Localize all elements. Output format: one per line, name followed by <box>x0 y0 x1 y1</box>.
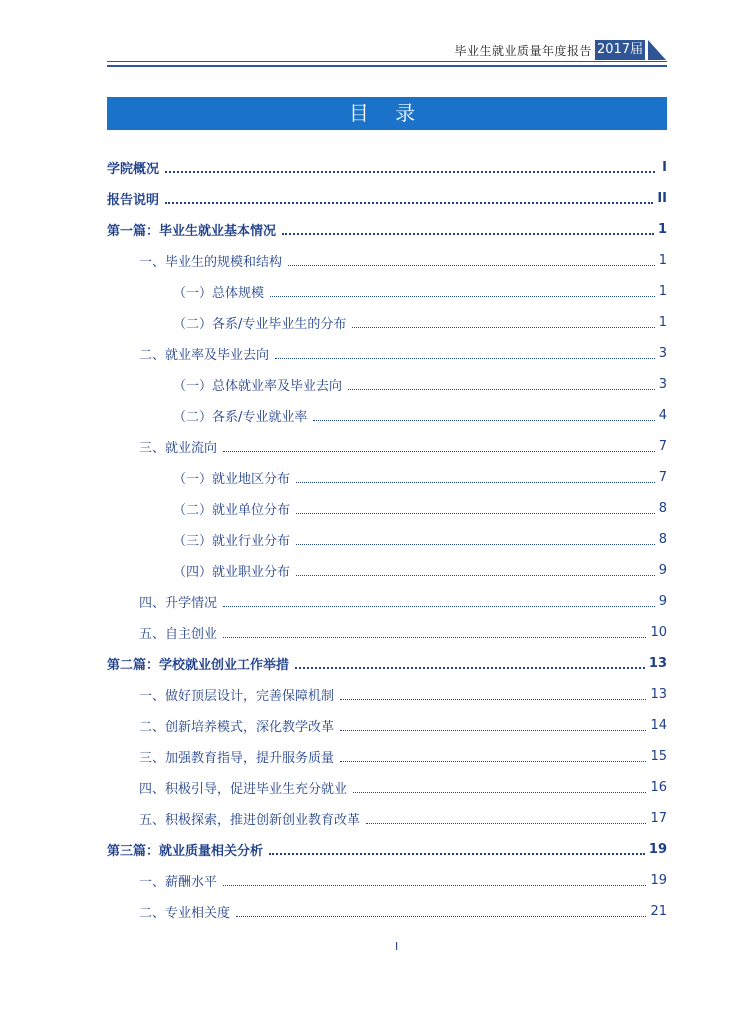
toc-entry-label: 五、积极探索，推进创新创业教育改革 <box>139 813 361 828</box>
toc-entry-label: （一）就业地区分布 <box>173 472 291 487</box>
toc-entry-label: （二）各系/专业就业率 <box>173 410 308 425</box>
toc-entry-page: 9 <box>658 563 667 578</box>
toc-dot-leader <box>223 605 655 607</box>
toc-entry-page: 9 <box>658 594 667 609</box>
toc-entry[interactable] <box>107 865 667 896</box>
toc-title-banner: 目 录 <box>107 97 667 130</box>
toc-entry[interactable] <box>107 369 667 400</box>
toc-entry[interactable] <box>107 741 667 772</box>
toc-entry[interactable] <box>107 648 667 679</box>
toc-entry-label: 报告说明 <box>107 193 160 208</box>
toc-dot-leader <box>288 264 655 266</box>
toc-dot-leader <box>348 388 655 390</box>
toc-entry-page: 13 <box>648 656 667 671</box>
toc-entry-page: 21 <box>650 904 667 919</box>
toc-entry-page: 7 <box>658 470 667 485</box>
toc-entry-page: 16 <box>650 780 667 795</box>
toc-entry[interactable] <box>107 245 667 276</box>
toc-entry[interactable] <box>107 834 667 865</box>
toc-entry[interactable] <box>107 276 667 307</box>
toc-entry-page: 19 <box>648 842 667 857</box>
toc-entry-label: （一）总体规模 <box>173 286 265 301</box>
toc-entry-label: 一、毕业生的规模和结构 <box>139 255 283 270</box>
toc-entry[interactable] <box>107 431 667 462</box>
toc-entry-label: 二、专业相关度 <box>139 906 231 921</box>
table-of-contents <box>107 152 667 927</box>
header-triangle-decoration <box>648 40 666 60</box>
toc-entry-label: 一、做好顶层设计，完善保障机制 <box>139 689 335 704</box>
toc-entry-label: 第三篇：就业质量相关分析 <box>107 844 264 859</box>
toc-entry-label: （一）总体就业率及毕业去向 <box>173 379 343 394</box>
toc-entry[interactable] <box>107 400 667 431</box>
toc-entry-page: 1 <box>658 315 667 330</box>
toc-dot-leader <box>165 201 653 204</box>
toc-dot-leader <box>236 915 646 917</box>
toc-dot-leader <box>296 512 655 514</box>
toc-entry-page: 15 <box>650 749 667 764</box>
toc-dot-leader <box>340 698 646 700</box>
toc-entry-page: 7 <box>658 439 667 454</box>
toc-entry-label: 第二篇：学校就业创业工作举措 <box>107 658 290 673</box>
year-badge: 2017届 <box>595 40 645 60</box>
toc-entry[interactable] <box>107 586 667 617</box>
toc-dot-leader <box>296 543 655 545</box>
toc-entry[interactable] <box>107 183 667 214</box>
toc-entry-label: 学院概况 <box>107 162 160 177</box>
toc-dot-leader <box>275 357 655 359</box>
toc-dot-leader <box>366 822 646 824</box>
toc-entry-label: （三）就业行业分布 <box>173 534 291 549</box>
toc-entry-label: 五、自主创业 <box>139 627 218 642</box>
toc-entry[interactable] <box>107 679 667 710</box>
header-title: 毕业生就业质量年度报告 <box>454 44 592 58</box>
toc-dot-leader <box>223 450 655 452</box>
toc-entry-label: 四、积极引导，促进毕业生充分就业 <box>139 782 348 797</box>
toc-entry[interactable] <box>107 524 667 555</box>
toc-entry-page: 1 <box>658 284 667 299</box>
toc-entry-label: 二、就业率及毕业去向 <box>139 348 270 363</box>
toc-entry-page: 8 <box>658 532 667 547</box>
toc-entry[interactable] <box>107 772 667 803</box>
toc-dot-leader <box>223 884 646 886</box>
toc-entry-page: 4 <box>658 408 667 423</box>
toc-entry-page: II <box>657 191 667 206</box>
toc-entry[interactable] <box>107 493 667 524</box>
toc-dot-leader <box>313 419 654 421</box>
header-rule-thin <box>107 61 667 62</box>
toc-entry-page: 1 <box>657 222 667 237</box>
toc-dot-leader <box>295 666 645 669</box>
toc-entry-page: 3 <box>658 346 667 361</box>
toc-dot-leader <box>340 760 646 762</box>
toc-entry[interactable] <box>107 462 667 493</box>
toc-entry-page: 19 <box>650 873 667 888</box>
page-header <box>0 38 755 70</box>
toc-entry-label: 三、加强教育指导，提升服务质量 <box>139 751 335 766</box>
toc-dot-leader <box>352 326 654 328</box>
toc-entry-label: 二、创新培养模式，深化教学改革 <box>139 720 335 735</box>
toc-entry-page: 13 <box>650 687 667 702</box>
toc-entry[interactable] <box>107 152 667 183</box>
toc-dot-leader <box>165 170 655 173</box>
toc-entry-label: 第一篇：毕业生就业基本情况 <box>107 224 277 239</box>
toc-dot-leader <box>269 852 645 855</box>
toc-entry-label: （二）就业单位分布 <box>173 503 291 518</box>
header-rule-thick <box>107 65 667 67</box>
toc-entry-page: 10 <box>650 625 667 640</box>
toc-entry[interactable] <box>107 555 667 586</box>
toc-entry-page: 3 <box>658 377 667 392</box>
toc-dot-leader <box>270 295 655 297</box>
toc-entry[interactable] <box>107 803 667 834</box>
toc-entry[interactable] <box>107 617 667 648</box>
toc-dot-leader <box>353 791 646 793</box>
toc-entry[interactable] <box>107 214 667 245</box>
toc-entry-page: 17 <box>650 811 667 826</box>
toc-dot-leader <box>340 729 646 731</box>
toc-entry-page: I <box>662 160 667 175</box>
toc-dot-leader <box>223 636 646 638</box>
footer-page-number: I <box>395 940 399 953</box>
toc-entry[interactable] <box>107 896 667 927</box>
toc-entry-label: 三、就业流向 <box>139 441 218 456</box>
toc-entry-label: 四、升学情况 <box>139 596 218 611</box>
toc-dot-leader <box>282 232 654 235</box>
toc-entry-label: 一、薪酬水平 <box>139 875 218 890</box>
toc-entry-page: 1 <box>658 253 667 268</box>
toc-entry-page: 14 <box>650 718 667 733</box>
toc-dot-leader <box>296 574 655 576</box>
toc-entry[interactable] <box>107 338 667 369</box>
toc-entry-label: （二）各系/专业毕业生的分布 <box>173 317 347 332</box>
toc-entry-page: 8 <box>658 501 667 516</box>
toc-dot-leader <box>296 481 655 483</box>
toc-entry[interactable] <box>107 307 667 338</box>
toc-entry[interactable] <box>107 710 667 741</box>
toc-entry-label: （四）就业职业分布 <box>173 565 291 580</box>
